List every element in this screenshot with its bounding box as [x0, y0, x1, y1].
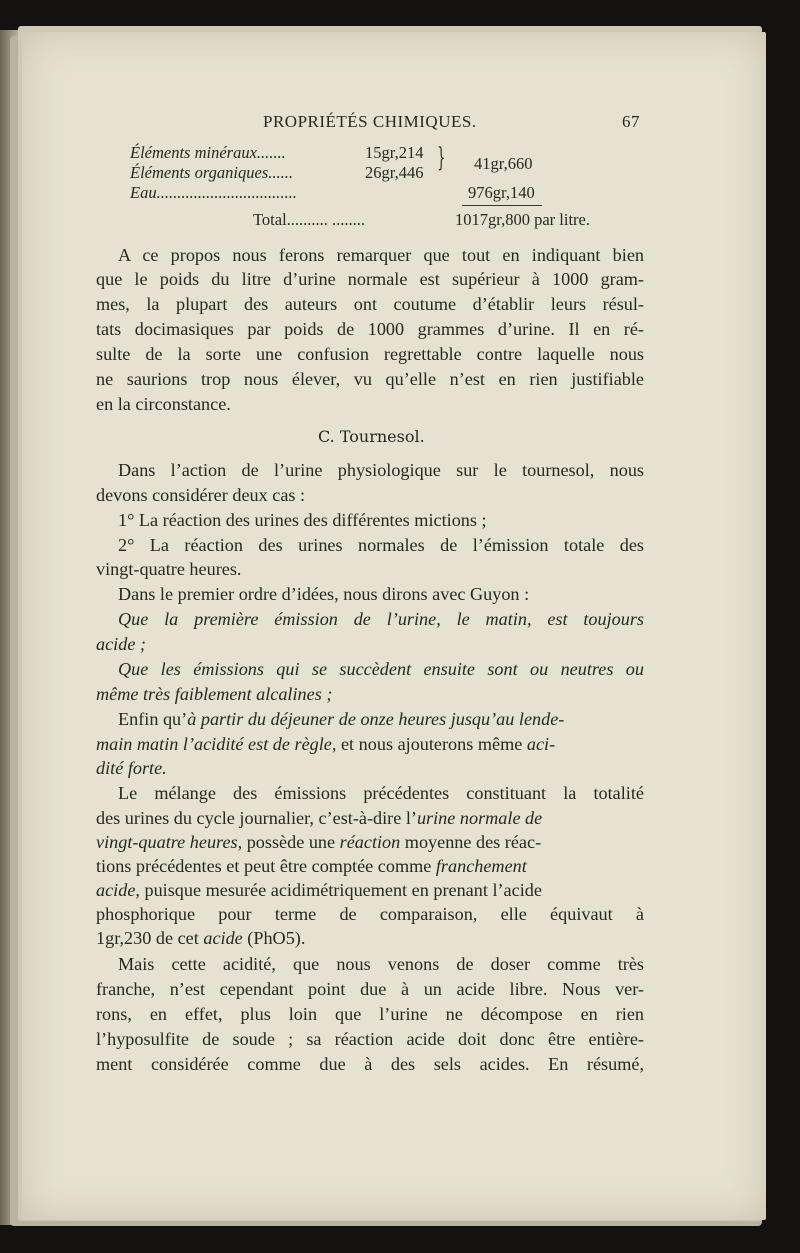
text-line: rons, en effet, plus loin que l’urine ne décompose en rien — [96, 1004, 644, 1024]
table-row-label: Éléments minéraux....... — [130, 143, 286, 162]
text-line: sulte de la sorte une confusion regrettable contre laquelle nous — [96, 344, 644, 364]
text-line: phosphorique pour terme de comparaison, elle équivaut à — [96, 904, 644, 924]
list-item: 2° La réaction des urines normales de l’émission totale des — [118, 535, 644, 555]
text-line: acide, puisque mesurée acidimétriquement en prenant l’acide — [96, 880, 542, 900]
table-subtotal: 41gr,660 — [474, 154, 533, 173]
table-total-value: 1017gr,800 par litre. — [455, 210, 590, 229]
running-header: PROPRIÉTÉS CHIMIQUES. — [263, 112, 477, 131]
table-row-value: 976gr,140 — [468, 183, 535, 202]
text-line: en la circonstance. — [96, 394, 231, 414]
text-line: des urines du cycle journalier, c’est-à-dire l’urine normale de — [96, 808, 543, 828]
table-row-value: 15gr,214 — [365, 143, 424, 162]
section-heading: C. Tournesol. — [318, 427, 425, 446]
text-line: devons considérer deux cas : — [96, 485, 306, 505]
text-line: l’hyposulfite de soude ; sa réaction acide doit donc être entière- — [96, 1029, 644, 1049]
table-row-value: 26gr,446 — [365, 163, 424, 182]
text-line: ment considérée comme due à des sels acides. En résumé, — [96, 1054, 644, 1074]
text-line: 1gr,230 de cet acide (PhO5). — [96, 928, 306, 948]
text-line: mes, la plupart des auteurs ont coutume d’établir leurs résul- — [96, 294, 644, 314]
text-line: Mais cette acidité, que nous venons de doser comme très — [118, 954, 644, 974]
text-line: ne saurions trop nous élever, vu qu’elle n’est en rien justifiable — [96, 369, 644, 389]
text-line: Enfin qu’à partir du déjeuner de onze heures jusqu’au lende- — [118, 709, 565, 729]
list-item: 1° La réaction des urines des différentes mictions ; — [118, 510, 487, 530]
text-line: franche, n’est cependant point due à un acide libre. Nous ver- — [96, 979, 644, 999]
text-line: main matin l’acidité est de règle, et nous ajouterons même aci- — [96, 734, 556, 754]
quote-line: Que les émissions qui se succèdent ensuite sont ou neutres ou — [118, 659, 644, 679]
text-line: que le poids du litre d’urine normale est supérieur à 1000 gram- — [96, 269, 644, 289]
text-line: Le mélange des émissions précédentes constituant la totalité — [118, 783, 644, 803]
text-line: Dans l’action de l’urine physiologique sur le tournesol, nous — [118, 460, 644, 480]
text-line: vingt-quatre heures. — [96, 559, 242, 579]
text-line: vingt-quatre heures, possède une réaction moyenne des réac- — [96, 832, 542, 852]
brace-glyph: } — [437, 143, 446, 173]
text-line: tats docimasiques par poids de 1000 grammes d’urine. Il en ré- — [96, 319, 644, 339]
quote-line: même très faiblement alcalines ; — [96, 684, 333, 704]
table-row-label: Eau.................................. — [130, 183, 297, 202]
text-line: A ce propos nous ferons remarquer que tout en indiquant bien — [118, 245, 644, 265]
text-line: tions précédentes et peut être comptée comme franchement — [96, 856, 527, 876]
quote-line: Que la première émission de l’urine, le matin, est toujours — [118, 609, 644, 629]
quote-line: acide ; — [96, 634, 146, 654]
page-number: 67 — [622, 112, 640, 131]
text-line: Dans le premier ordre d’idées, nous dirons avec Guyon : — [118, 584, 530, 604]
table-row-label: Éléments organiques...... — [130, 163, 293, 182]
text-line: dité forte. — [96, 758, 167, 778]
table-total-label: Total.......... ........ — [253, 210, 366, 229]
sum-rule — [462, 205, 542, 206]
